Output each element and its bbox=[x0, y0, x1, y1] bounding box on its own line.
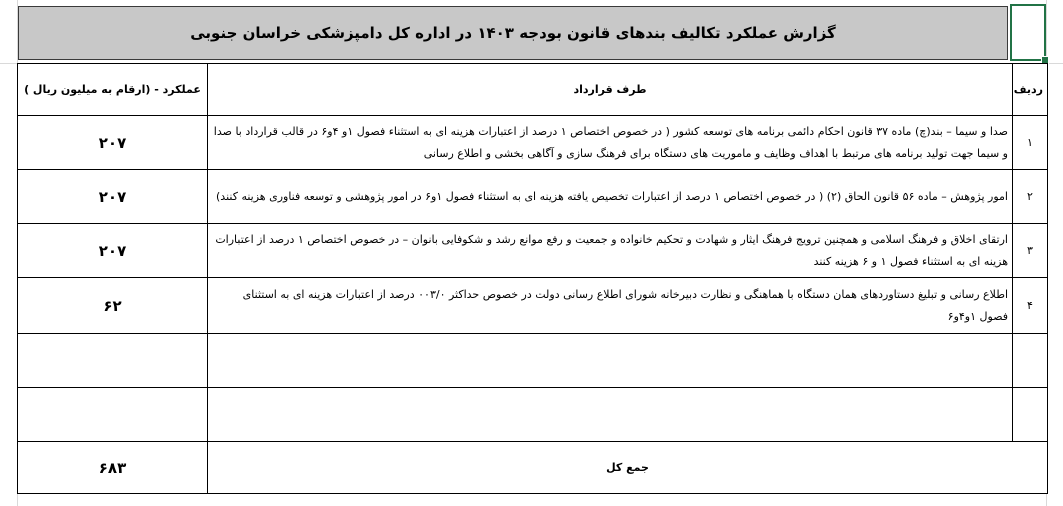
performance-cell[interactable]: ۲۰۷ bbox=[18, 170, 208, 224]
report-table bbox=[17, 63, 1048, 494]
empty-cell[interactable] bbox=[18, 334, 208, 388]
empty-cell[interactable] bbox=[208, 334, 1013, 388]
empty-cell[interactable] bbox=[1013, 334, 1048, 388]
empty-cell[interactable] bbox=[1013, 388, 1048, 442]
empty-row bbox=[18, 334, 1048, 388]
selected-cell[interactable] bbox=[1010, 4, 1046, 61]
empty-cell[interactable] bbox=[18, 388, 208, 442]
table-row bbox=[18, 170, 1048, 224]
description-cell[interactable]: امور پژوهش – ماده ۵۶ قانون الحاق (۲) ( در خصوص اختصاص ۱ درصد از اعتبارات تخصیص یافته هزینه ای به استثناء فصول ۱و۶ در امور پژوهشی و توسعه فناوری هزینه کنند) bbox=[208, 170, 1013, 224]
total-row bbox=[18, 442, 1048, 494]
row-number-header[interactable]: ردیف bbox=[1013, 64, 1048, 116]
performance-header[interactable]: عملکرد - (ارقام به میلیون ریال ) bbox=[18, 64, 208, 116]
row-number-cell[interactable]: ۲ bbox=[1013, 170, 1048, 224]
empty-cell[interactable] bbox=[208, 388, 1013, 442]
description-cell[interactable]: اطلاع رسانی و تبلیغ دستاوردهای همان دستگاه با هماهنگی و نظارت دبیرخانه شورای اطلاع رسانی دولت در خصوص حداکثر ۰۰۳/۰ درصد از اعتبارات هزینه ای به استثنای فصول ۱و۴و۶ bbox=[208, 278, 1013, 334]
header-row bbox=[18, 64, 1048, 116]
description-cell[interactable]: ارتقای اخلاق و فرهنگ اسلامی و همچنین ترویج فرهنگ ایثار و شهادت و تحکیم خانواده و جمعیت و رفع موانع رشد و شکوفایی بانوان – در خصوص اختصاص ۱ درصد از اعتبارات هزینه ای به استثناء فصول ۱ و ۶ هزینه کنند bbox=[208, 224, 1013, 278]
report-title: گزارش عملکرد تکالیف بندهای قانون بودجه ۱۴۰۳ در اداره کل دامپزشکی خراسان جنوبی bbox=[18, 6, 1008, 60]
row-number-cell[interactable]: ۳ bbox=[1013, 224, 1048, 278]
table-row bbox=[18, 278, 1048, 334]
performance-cell[interactable]: ۶۲ bbox=[18, 278, 208, 334]
performance-cell[interactable]: ۲۰۷ bbox=[18, 224, 208, 278]
table-row bbox=[18, 224, 1048, 278]
row-number-cell[interactable]: ۱ bbox=[1013, 116, 1048, 170]
table-row bbox=[18, 116, 1048, 170]
party-header[interactable]: طرف قرارداد bbox=[208, 64, 1013, 116]
total-label[interactable]: جمع کل bbox=[208, 442, 1048, 494]
description-cell[interactable]: صدا و سیما – بند(چ) ماده ۳۷ قانون احکام دائمی برنامه های توسعه کشور ( در خصوص اختصاص ۱ درصد از اعتبارات هزینه ای به استثناء فصول ۱و ۴و۶ در قالب قرارداد با صدا و سیما جهت تولید برنامه های مرتبط با اهداف وظایف و ماموریت های دستگاه برای فرهنگ سازی و آگاهی بخشی و اطلاع رسانی bbox=[208, 116, 1013, 170]
performance-cell[interactable]: ۲۰۷ bbox=[18, 116, 208, 170]
row-number-cell[interactable]: ۴ bbox=[1013, 278, 1048, 334]
empty-row bbox=[18, 388, 1048, 442]
total-value[interactable]: ۶۸۳ bbox=[18, 442, 208, 494]
